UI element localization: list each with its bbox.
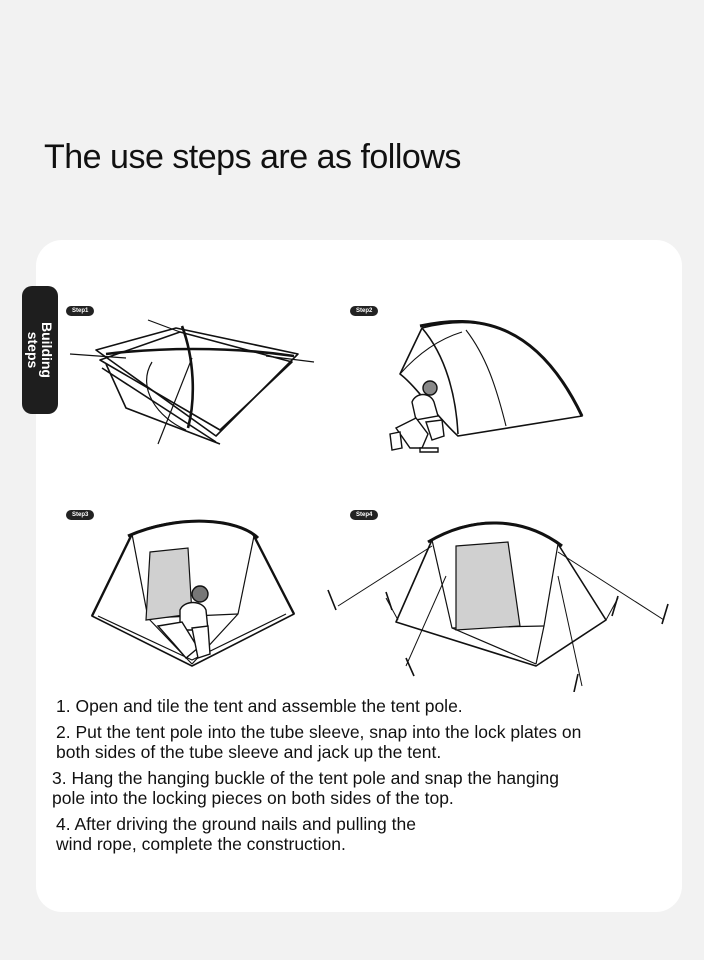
tent-staked-illustration: [322, 516, 678, 692]
instruction-4: [56, 814, 652, 854]
step-badge-4: Step4: [350, 510, 378, 520]
tent-raising-illustration: [386, 316, 592, 462]
instruction-4-line-1: 4. After driving the ground nails and pulling the: [56, 814, 416, 834]
instruction-2-line-2: both sides of the tube sleeve and jack up the tent.: [56, 742, 442, 762]
side-tab-building-steps: [22, 286, 58, 414]
instruction-1: [56, 696, 652, 716]
side-tab-label: [26, 322, 54, 378]
instruction-3: [52, 768, 652, 808]
step-badge-3: Step3: [66, 510, 94, 520]
instruction-1-line-1: 1. Open and tile the tent and assemble the tent pole.: [56, 696, 463, 716]
step-badge-1: Step1: [66, 306, 94, 316]
instruction-3-line-2: pole into the locking pieces on both sides of the top.: [52, 788, 454, 808]
tent-flat-layout-illustration: [66, 318, 326, 448]
instruction-2: [56, 722, 652, 762]
instructions-list: [52, 696, 652, 860]
tent-hanging-pole-illustration: [88, 518, 298, 668]
step-badge-2: Step2: [350, 306, 378, 316]
instruction-2-line-1: 2. Put the tent pole into the tube sleeve, snap into the lock plates on: [56, 722, 582, 742]
side-tab-label-line1: Building: [39, 322, 55, 378]
side-tab-label-line2: steps: [25, 331, 41, 369]
instruction-3-line-1: 3. Hang the hanging buckle of the tent pole and snap the hanging: [52, 768, 559, 788]
page-title: The use steps are as follows: [44, 138, 461, 176]
instruction-4-line-2: wind rope, complete the construction.: [56, 834, 346, 854]
